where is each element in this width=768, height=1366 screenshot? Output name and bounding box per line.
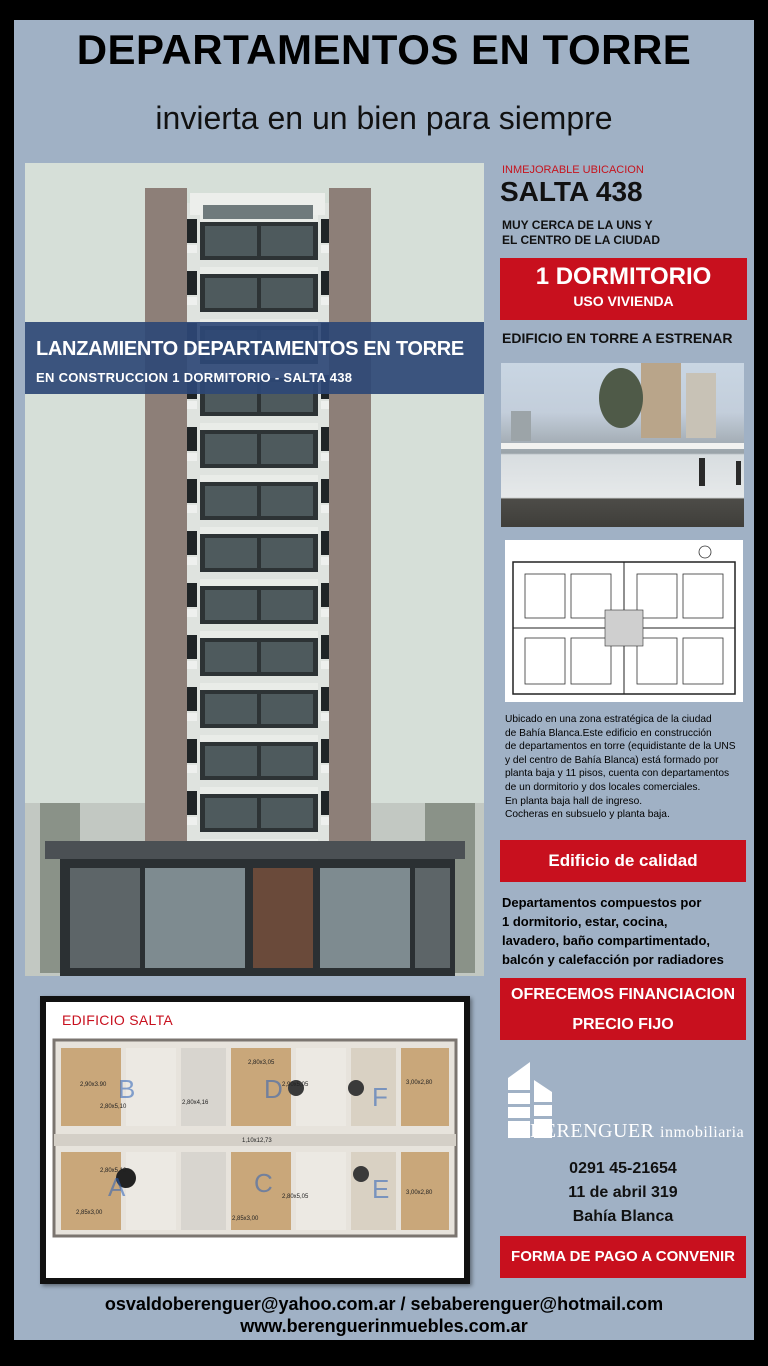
room-dim: 2,90x3.90 <box>80 1082 107 1088</box>
tower-illustration <box>25 163 484 976</box>
brand-suffix: inmobiliaria <box>660 1124 745 1141</box>
corridor-dim: 1,10x12,73 <box>242 1138 272 1144</box>
description-line: de departamentos en torre (equidistante de la UNS <box>505 741 736 753</box>
room-dim: 2,85x3,00 <box>232 1216 259 1222</box>
site-photo <box>501 363 744 527</box>
unit-letter-d: D <box>264 1074 283 1104</box>
near-line-1: MUY CERCA DE LA UNS Y <box>502 218 653 232</box>
address: SALTA 438 <box>500 176 643 207</box>
composition-line: Departamentos compuestos por <box>502 895 702 910</box>
unit-letter-b: B <box>118 1074 136 1104</box>
plan-drawing <box>505 540 743 702</box>
room-dim: 2,80x4,16 <box>182 1100 209 1106</box>
composition-line: balcón y calefacción por radiadores <box>502 952 724 967</box>
quality-box: Edificio de calidad <box>500 840 746 882</box>
fixed-price: PRECIO FIJO <box>572 1016 674 1033</box>
room-dim: 3,00x2,80 <box>406 1080 433 1086</box>
unit-type: 1 DORMITORIO <box>535 263 712 290</box>
description-line: Ubicado en una zona estratégica de la ciudad <box>505 714 712 725</box>
unit-composition <box>502 893 748 969</box>
unit-letter-c: C <box>254 1168 273 1198</box>
description-line: de un dormitorio y dos locales comerciales. <box>505 781 701 793</box>
room-dim: 2,80x5,05 <box>282 1194 309 1200</box>
phone-number: 0291 45-21654 <box>569 1160 677 1177</box>
room-dim: 2,80x3,05 <box>248 1060 275 1066</box>
location-tag: INMEJORABLE UBICACION <box>502 164 644 176</box>
room-dim: 2,80x5,10 <box>100 1168 127 1174</box>
banner-subtitle: EN CONSTRUCCION 1 DORMITORIO - SALTA 438 <box>36 370 353 385</box>
description-line: Cocheras en subsuelo y planta baja. <box>505 809 670 821</box>
brand-name-main: BERENGUER <box>530 1120 655 1142</box>
description-line: y del centro de Bahía Blanca) está formado por <box>505 754 719 766</box>
room-dim: 2,85x3,00 <box>76 1210 103 1216</box>
website-link[interactable]: www.berenguerinmuebles.com.ar <box>240 1316 528 1336</box>
building-description <box>505 713 745 822</box>
near-line-2: EL CENTRO DE LA CIUDAD <box>502 233 661 247</box>
financing-box <box>500 978 746 1040</box>
floor-plan-3d <box>46 1002 464 1278</box>
payment-box: FORMA DE PAGO A CONVENIR <box>500 1236 746 1278</box>
building-render <box>25 163 484 976</box>
composition-line: lavadero, baño compartimentado, <box>502 933 711 948</box>
unit-use: USO VIVIENDA <box>573 293 674 309</box>
room-dim: 3,00x2,80 <box>406 1190 433 1196</box>
construction-site-photo <box>501 363 744 527</box>
financing-offer: OFRECEMOS FINANCIACION <box>511 986 735 1003</box>
description-line: En planta baja hall de ingreso. <box>505 795 643 807</box>
description-line: de Bahía Blanca.Este edificio en construcción <box>505 727 712 739</box>
room-dim: 2,90x5,05 <box>282 1082 309 1088</box>
unit-letter-e: E <box>372 1174 390 1204</box>
floorplan-title: EDIFICIO SALTA <box>62 1012 174 1028</box>
tagline: invierta en un bien para siempre <box>155 100 613 136</box>
headline: DEPARTAMENTOS EN TORRE <box>76 26 692 73</box>
unit-letter-f: F <box>372 1082 388 1112</box>
unit-type-box <box>500 258 747 320</box>
street-address: 11 de abril 319 <box>568 1184 678 1201</box>
contact-emails[interactable]: osvaldoberenguer@yahoo.com.ar / sebaberenguer@hotmail.com <box>104 1294 664 1314</box>
composition-line: 1 dormitorio, estar, cocina, <box>502 914 668 929</box>
description-line: planta baja y 11 pisos, cuenta con departamentos <box>505 768 730 780</box>
unit-letter-a: A <box>108 1172 126 1202</box>
room-dim: 2,80x5,10 <box>100 1104 127 1110</box>
city: Bahía Blanca <box>572 1208 674 1225</box>
brand-name <box>530 1120 744 1143</box>
floorplan-render <box>46 1002 464 1278</box>
new-tower-label: EDIFICIO EN TORRE A ESTRENAR <box>502 330 733 346</box>
architectural-plan <box>505 540 743 702</box>
banner-title: LANZAMIENTO DEPARTAMENTOS EN TORRE <box>36 338 464 360</box>
